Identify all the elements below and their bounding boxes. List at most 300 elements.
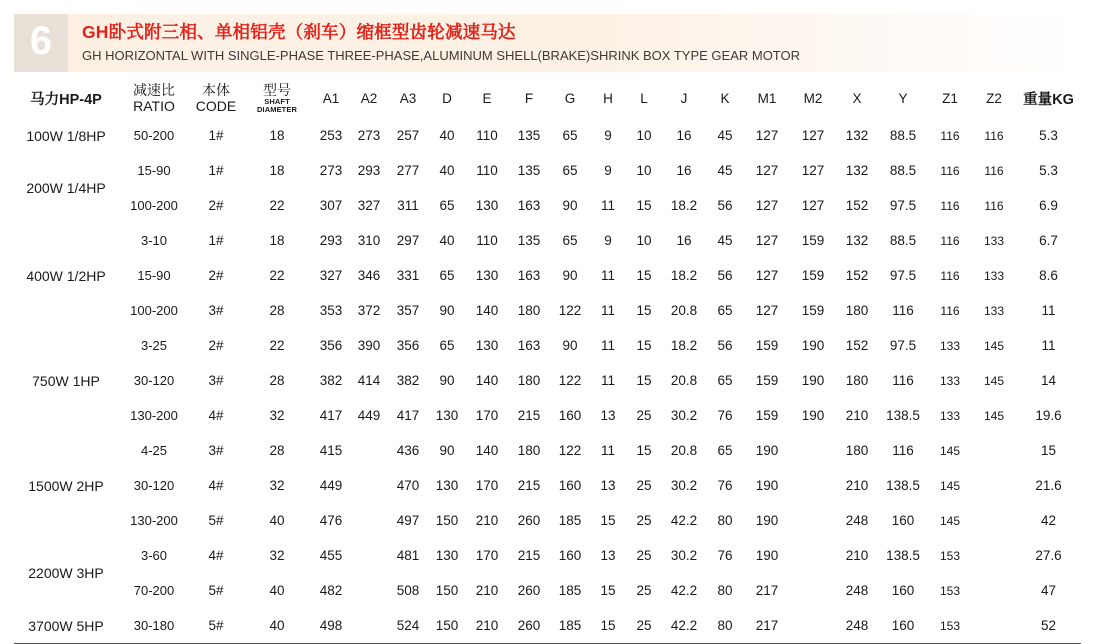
cell-l: 10 (636, 128, 652, 143)
cell-z1: 133 (939, 338, 961, 353)
cell-k: 76 (717, 478, 733, 493)
cell-k: 80 (717, 513, 733, 528)
cell-a3: 508 (396, 583, 420, 598)
cell-x: 210 (845, 548, 869, 563)
cell-k: 65 (717, 303, 733, 318)
cell-f: 135 (517, 233, 541, 248)
cell-h: 15 (600, 583, 616, 598)
cell-weight: 5.3 (1039, 128, 1058, 143)
cell-x: 152 (845, 268, 869, 283)
cell-a1: 356 (319, 338, 343, 353)
cell-a3: 257 (396, 128, 420, 143)
cell-ratio: 4-25 (140, 443, 168, 458)
col-header-x: X (852, 90, 862, 106)
cell-l: 15 (636, 198, 652, 213)
cell-z1: 116 (940, 198, 960, 213)
col-header-code (190, 78, 242, 118)
cell-j: 18.2 (670, 338, 698, 353)
cell-h: 9 (604, 163, 612, 178)
cell-a1: 417 (319, 408, 343, 423)
col-header-l: L (640, 90, 648, 106)
cell-weight: 6.7 (1039, 233, 1058, 248)
cell-h: 9 (604, 233, 612, 248)
cell-weight: 14 (1040, 373, 1057, 388)
cell-a2: 327 (357, 198, 381, 213)
cell-d: 130 (435, 478, 459, 493)
cell-a1: 307 (319, 198, 343, 213)
cell-k: 45 (717, 163, 733, 178)
cell-x: 132 (845, 128, 869, 143)
cell-x: 210 (845, 478, 869, 493)
cell-ratio: 3-25 (140, 338, 168, 353)
cell-a2: 372 (357, 303, 381, 318)
col-header-weight: 重量KG (1023, 91, 1074, 108)
cell-k: 76 (717, 408, 733, 423)
cell-k: 65 (717, 373, 733, 388)
cell-h: 11 (600, 373, 615, 388)
cell-d: 130 (435, 408, 459, 423)
cell-z1: 116 (940, 163, 960, 178)
cell-k: 45 (717, 128, 733, 143)
cell-k: 56 (717, 268, 733, 283)
cell-f: 215 (517, 548, 541, 563)
table-row (14, 573, 1081, 608)
cell-a1: 273 (319, 163, 343, 178)
cell-d: 40 (439, 233, 455, 248)
cell-z1: 153 (939, 583, 961, 598)
cell-m1: 159 (755, 408, 779, 423)
table-row (14, 503, 1081, 538)
cell-f: 215 (517, 408, 541, 423)
cell-y: 97.5 (889, 198, 917, 213)
cell-e: 170 (475, 408, 499, 423)
cell-d: 150 (435, 618, 459, 633)
cell-z2 (972, 573, 1016, 608)
table-row (14, 258, 1081, 293)
cell-j: 18.2 (670, 268, 698, 283)
cell-g: 65 (562, 128, 578, 143)
cell-a3: 297 (396, 233, 420, 248)
cell-y: 97.5 (889, 268, 917, 283)
col-header-k: K (720, 90, 730, 106)
cell-e: 140 (475, 373, 499, 388)
cell-z2 (972, 468, 1016, 503)
cell-k: 56 (717, 198, 733, 213)
cell-a2 (350, 468, 388, 503)
cell-l: 15 (636, 338, 652, 353)
cell-d: 90 (439, 303, 455, 318)
cell-l: 15 (636, 268, 652, 283)
cell-a3: 277 (396, 163, 420, 178)
cell-z2: 116 (984, 128, 1004, 143)
cell-ratio: 100-200 (130, 198, 178, 213)
cell-ratio: 70-200 (133, 583, 175, 598)
table-row (14, 188, 1081, 223)
cell-d: 40 (439, 128, 455, 143)
cell-l: 10 (636, 163, 652, 178)
cell-shaft-diameter: 32 (269, 408, 285, 423)
cell-g: 122 (558, 443, 582, 458)
cell-ratio: 130-200 (130, 408, 178, 423)
cell-z2: 133 (983, 268, 1005, 283)
cell-d: 65 (439, 198, 455, 213)
cell-k: 80 (717, 618, 733, 633)
cell-code: 5# (208, 513, 224, 528)
cell-g: 122 (558, 303, 582, 318)
cell-z2 (972, 538, 1016, 573)
specification-table (14, 78, 1081, 643)
cell-d: 65 (439, 268, 455, 283)
cell-a3: 382 (396, 373, 420, 388)
cell-g: 160 (558, 408, 582, 423)
cell-shaft-diameter: 18 (269, 128, 285, 143)
col-header-shaft-en2: DIAMETER (257, 105, 297, 115)
cell-shaft-diameter: 22 (269, 198, 285, 213)
cell-y: 138.5 (886, 548, 920, 563)
cell-m2: 190 (801, 408, 825, 423)
cell-a2: 346 (357, 268, 381, 283)
cell-motor-power: 400W 1/2HP (26, 267, 106, 284)
cell-x: 152 (845, 198, 869, 213)
cell-code: 3# (208, 373, 224, 388)
cell-k: 45 (717, 233, 733, 248)
cell-code: 3# (208, 303, 224, 318)
cell-m2 (790, 503, 836, 538)
col-header-a2: A2 (360, 90, 378, 106)
cell-weight: 27.6 (1035, 548, 1062, 563)
cell-e: 210 (475, 618, 499, 633)
cell-l: 15 (636, 443, 652, 458)
cell-z1: 133 (939, 408, 961, 423)
cell-a3: 417 (396, 408, 420, 423)
cell-shaft-diameter: 32 (269, 548, 285, 563)
col-header-shaft-en1: SHAFT (264, 96, 290, 106)
cell-weight: 8.6 (1039, 268, 1058, 283)
cell-code: 1# (208, 163, 224, 178)
cell-ratio: 3-10 (140, 233, 168, 248)
cell-m1: 127 (755, 303, 779, 318)
cell-m2: 127 (801, 128, 825, 143)
cell-y: 88.5 (889, 163, 917, 178)
cell-m2 (790, 608, 836, 643)
cell-z1: 116 (940, 303, 960, 318)
cell-f: 215 (517, 478, 541, 493)
cell-z1: 153 (939, 548, 961, 563)
cell-y: 138.5 (886, 478, 920, 493)
cell-ratio: 130-200 (130, 513, 178, 528)
col-header-z1: Z1 (942, 90, 958, 106)
col-header-g: G (564, 90, 576, 106)
cell-m2: 190 (801, 338, 825, 353)
cell-d: 130 (435, 548, 459, 563)
table-head (14, 78, 1081, 118)
cell-m1: 190 (755, 548, 779, 563)
cell-f: 163 (517, 268, 541, 283)
cell-d: 65 (439, 338, 455, 353)
cell-h: 13 (600, 408, 616, 423)
cell-weight: 21.6 (1035, 478, 1062, 493)
cell-y: 116 (892, 373, 914, 388)
cell-a2 (350, 573, 388, 608)
cell-x: 210 (845, 408, 869, 423)
cell-e: 210 (475, 513, 499, 528)
cell-a1: 482 (319, 583, 343, 598)
cell-code: 1# (208, 128, 224, 143)
col-header-a1: A1 (322, 90, 340, 106)
cell-d: 150 (435, 513, 459, 528)
header-text-block (68, 14, 800, 72)
cell-code: 5# (208, 618, 224, 633)
cell-d: 90 (439, 443, 455, 458)
cell-a1: 498 (319, 618, 343, 633)
cell-f: 163 (517, 198, 541, 213)
cell-l: 25 (636, 478, 652, 493)
cell-a3: 481 (396, 548, 420, 563)
cell-z2: 145 (983, 338, 1005, 353)
title-chinese: GH卧式附三相、单相铝壳（刹车）缩框型齿轮减速马达 (82, 21, 516, 42)
cell-l: 25 (636, 513, 652, 528)
col-header-ratio (118, 78, 190, 118)
header-row (14, 78, 1081, 118)
cell-j: 18.2 (670, 198, 698, 213)
col-header-j: J (680, 90, 688, 106)
cell-a1: 455 (319, 548, 343, 563)
cell-j: 30.2 (670, 478, 698, 493)
cell-j: 20.8 (670, 303, 698, 318)
table-row (14, 468, 1081, 503)
cell-h: 11 (600, 338, 615, 353)
cell-a3: 357 (396, 303, 420, 318)
cell-g: 122 (558, 373, 582, 388)
cell-m2: 159 (801, 268, 825, 283)
cell-weight: 6.9 (1039, 198, 1058, 213)
cell-code: 4# (208, 408, 224, 423)
cell-g: 160 (558, 478, 582, 493)
cell-z1: 116 (940, 233, 960, 248)
cell-g: 90 (562, 338, 578, 353)
cell-weight: 19.6 (1035, 408, 1062, 423)
cell-shaft-diameter: 18 (269, 163, 285, 178)
cell-m2: 190 (801, 373, 825, 388)
cell-a3: 356 (396, 338, 420, 353)
cell-shaft-diameter: 28 (269, 303, 285, 318)
cell-j: 30.2 (670, 408, 698, 423)
cell-weight: 52 (1040, 618, 1057, 633)
cell-shaft-diameter: 40 (269, 583, 285, 598)
cell-z2 (972, 433, 1016, 468)
cell-x: 132 (845, 163, 869, 178)
cell-ratio: 3-60 (140, 548, 168, 563)
col-header-ratio-cn: 减速比 (133, 81, 175, 98)
cell-motor-power: 3700W 5HP (28, 617, 104, 634)
cell-a3: 331 (396, 268, 420, 283)
table-row (14, 153, 1081, 188)
cell-k: 76 (717, 548, 733, 563)
col-header-shaft-cn: 型号 (263, 81, 291, 98)
cell-f: 180 (517, 443, 541, 458)
cell-f: 260 (517, 583, 541, 598)
cell-f: 163 (517, 338, 541, 353)
cell-y: 160 (891, 618, 915, 633)
cell-a3: 497 (396, 513, 420, 528)
cell-m1: 127 (755, 198, 779, 213)
cell-z2: 133 (983, 233, 1005, 248)
cell-m2 (790, 468, 836, 503)
cell-x: 152 (845, 338, 869, 353)
table-row (14, 223, 1081, 258)
cell-e: 130 (475, 198, 499, 213)
cell-j: 16 (676, 163, 692, 178)
table-row (14, 118, 1081, 153)
cell-a1: 449 (319, 478, 343, 493)
table-row (14, 293, 1081, 328)
cell-h: 15 (600, 618, 616, 633)
cell-m1: 159 (755, 338, 779, 353)
table-body (14, 118, 1081, 643)
cell-ratio: 30-180 (133, 618, 175, 633)
cell-e: 130 (475, 268, 499, 283)
cell-z1: 116 (940, 268, 960, 283)
cell-x: 248 (845, 513, 869, 528)
cell-a1: 353 (319, 303, 343, 318)
cell-shaft-diameter: 18 (269, 233, 285, 248)
cell-m1: 127 (755, 268, 779, 283)
cell-j: 20.8 (670, 443, 698, 458)
cell-ratio: 15-90 (137, 268, 171, 283)
cell-y: 97.5 (889, 338, 917, 353)
table-row (14, 328, 1081, 363)
table-row (14, 398, 1081, 433)
cell-a2: 449 (357, 408, 381, 423)
section-header (14, 14, 1081, 72)
col-header-y: Y (898, 90, 908, 106)
cell-k: 65 (717, 443, 733, 458)
cell-weight: 15 (1040, 443, 1057, 458)
cell-f: 260 (517, 618, 541, 633)
cell-x: 180 (845, 303, 869, 318)
cell-m2: 159 (801, 233, 825, 248)
cell-m2 (790, 433, 836, 468)
cell-a2 (350, 503, 388, 538)
cell-l: 25 (636, 583, 652, 598)
cell-code: 5# (208, 583, 224, 598)
cell-a3: 436 (396, 443, 420, 458)
table-row (14, 363, 1081, 398)
cell-a2: 273 (357, 128, 381, 143)
cell-a1: 253 (319, 128, 343, 143)
cell-j: 16 (676, 128, 692, 143)
col-header-code-en: CODE (195, 98, 237, 114)
cell-z1: 153 (939, 618, 961, 633)
cell-motor-power: 200W 1/4HP (26, 180, 106, 196)
cell-z2: 133 (983, 303, 1005, 318)
cell-ratio: 15-90 (137, 163, 171, 178)
cell-shaft-diameter: 40 (269, 618, 285, 633)
cell-m2: 127 (801, 163, 825, 178)
title-english: GH HORIZONTAL WITH SINGLE-PHASE THREE-PHASE,ALUMINUM SHELL(BRAKE)SHRINK BOX TYPE GEAR MOTOR (82, 47, 801, 63)
cell-l: 25 (636, 618, 652, 633)
cell-h: 11 (600, 198, 615, 213)
col-header-z2: Z2 (986, 90, 1002, 106)
cell-a2: 390 (357, 338, 381, 353)
cell-j: 30.2 (670, 548, 698, 563)
cell-motor-power: 100W 1/8HP (26, 127, 106, 144)
cell-a1: 327 (319, 268, 343, 283)
cell-m2 (790, 573, 836, 608)
cell-y: 88.5 (889, 128, 917, 143)
cell-e: 140 (475, 443, 499, 458)
cell-y: 160 (891, 583, 915, 598)
cell-code: 1# (208, 233, 224, 248)
col-header-e: E (482, 90, 492, 106)
cell-weight: 11 (1041, 338, 1056, 353)
cell-d: 40 (439, 163, 455, 178)
cell-y: 88.5 (889, 233, 917, 248)
cell-g: 90 (562, 198, 578, 213)
col-header-shaft (242, 78, 312, 118)
cell-a2: 414 (357, 373, 381, 388)
cell-f: 260 (517, 513, 541, 528)
col-header-ratio-en: RATIO (133, 98, 175, 114)
cell-z2 (972, 608, 1016, 643)
cell-ratio: 50-200 (133, 128, 175, 143)
section-number: 6 (14, 14, 68, 72)
col-header-m1: M1 (757, 90, 777, 106)
cell-g: 185 (558, 618, 582, 633)
cell-shaft-diameter: 22 (269, 338, 285, 353)
cell-j: 16 (676, 233, 692, 248)
col-header-a3: A3 (399, 90, 417, 106)
cell-a3: 524 (396, 618, 420, 633)
cell-a2 (350, 538, 388, 573)
cell-h: 11 (600, 443, 615, 458)
cell-g: 65 (562, 163, 578, 178)
cell-a3: 470 (396, 478, 420, 493)
cell-x: 248 (845, 583, 869, 598)
cell-z1: 133 (939, 373, 961, 388)
table-row (14, 433, 1081, 468)
cell-e: 170 (475, 478, 499, 493)
cell-l: 10 (636, 233, 652, 248)
cell-shaft-diameter: 40 (269, 513, 285, 528)
cell-a1: 293 (319, 233, 343, 248)
cell-m2: 159 (801, 303, 825, 318)
table-row (14, 608, 1081, 643)
cell-e: 140 (475, 303, 499, 318)
cell-m1: 127 (755, 233, 779, 248)
spec-sheet-page (0, 14, 1095, 634)
cell-l: 15 (636, 373, 652, 388)
cell-h: 13 (600, 478, 616, 493)
cell-f: 180 (517, 373, 541, 388)
cell-d: 90 (439, 373, 455, 388)
cell-code: 3# (208, 443, 224, 458)
cell-code: 4# (208, 548, 224, 563)
col-header-motor: 马力HP-4P (30, 91, 102, 108)
cell-g: 90 (562, 268, 578, 283)
cell-z2: 145 (983, 408, 1005, 423)
cell-z2: 116 (984, 163, 1004, 178)
cell-code: 2# (208, 338, 224, 353)
cell-ratio: 30-120 (133, 373, 175, 388)
cell-j: 20.8 (670, 373, 698, 388)
cell-h: 11 (600, 303, 615, 318)
cell-a1: 382 (319, 373, 343, 388)
cell-z1: 145 (939, 513, 961, 528)
cell-x: 248 (845, 618, 869, 633)
cell-e: 110 (476, 233, 498, 248)
cell-x: 180 (845, 443, 869, 458)
